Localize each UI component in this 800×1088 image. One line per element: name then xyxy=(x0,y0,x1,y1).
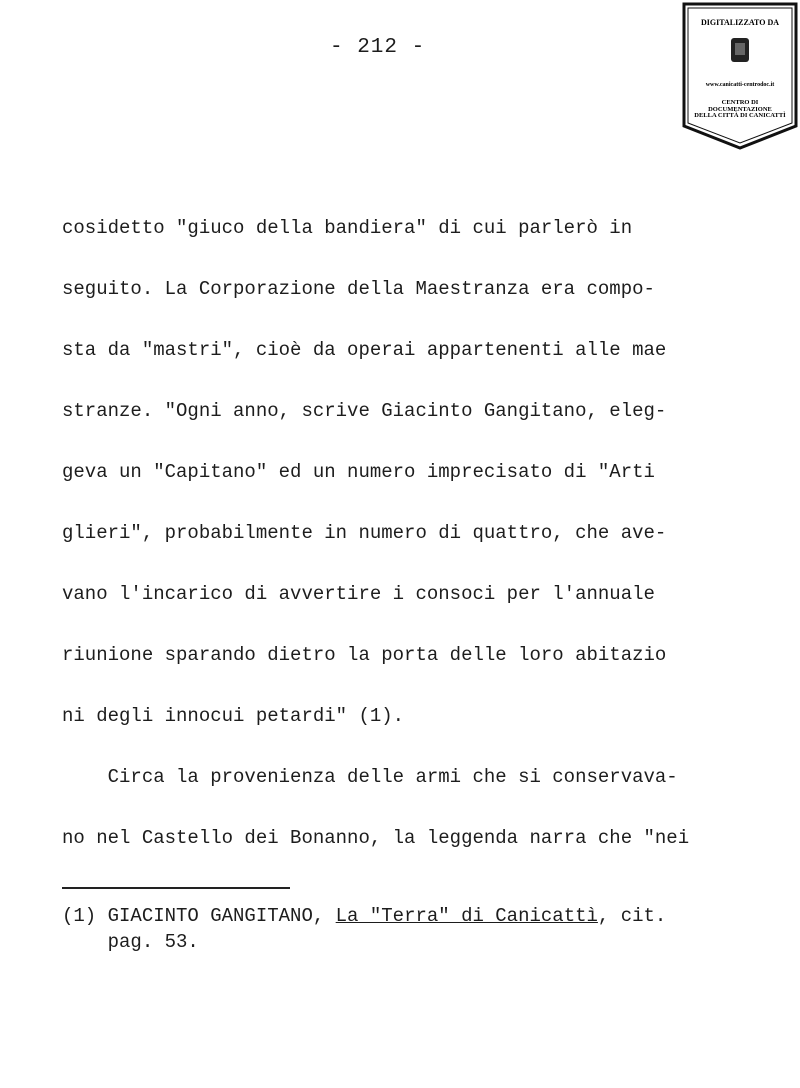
stamp-line-2: DELLA CITTÀ DI CANICATTÌ xyxy=(694,112,786,119)
footnote-rule xyxy=(62,887,290,889)
text-line: vano l'incarico di avvertire i consoci per l'annuale xyxy=(62,583,655,605)
footnote-suffix: , cit. xyxy=(597,905,667,927)
stamp-url: www.canicatti-centrodoc.it xyxy=(705,82,775,88)
stamp-title: DIGITALIZZATO DA xyxy=(700,18,780,27)
footnote-prefix: (1) GIACINTO GANGITANO, xyxy=(62,905,336,927)
text-line: no nel Castello dei Bonanno, la leggenda narra che "nei xyxy=(62,827,690,849)
stamp-line-1: CENTRO DI DOCUMENTAZIONE xyxy=(708,99,772,113)
text-line: seguito. La Corporazione della Maestranza era compo- xyxy=(62,278,655,300)
footnote-title: La "Terra" di Canicattì xyxy=(335,905,598,927)
text-line: stranze. "Ogni anno, scrive Giacinto Gangitano, eleg- xyxy=(62,400,667,422)
footnote xyxy=(62,903,666,955)
text-line: riunione sparando dietro la porta delle loro abitazio xyxy=(62,644,667,666)
text-line: cosidetto "giuco della bandiera" di cui parlerò in xyxy=(62,217,633,239)
text-line: ni degli innocui petardi" (1). xyxy=(62,705,405,727)
page-number: - 212 - xyxy=(330,36,426,59)
digitization-stamp xyxy=(682,2,798,150)
text-line: geva un "Capitano" ed un numero imprecisato di "Arti xyxy=(62,461,655,483)
text-line: sta da "mastri", cioè da operai appartenenti alle mae xyxy=(62,339,667,361)
footnote-page: pag. 53. xyxy=(62,931,199,953)
text-line: glieri", probabilmente in numero di quattro, che ave- xyxy=(62,522,667,544)
text-line: Circa la provenienza delle armi che si conservava- xyxy=(62,766,678,788)
